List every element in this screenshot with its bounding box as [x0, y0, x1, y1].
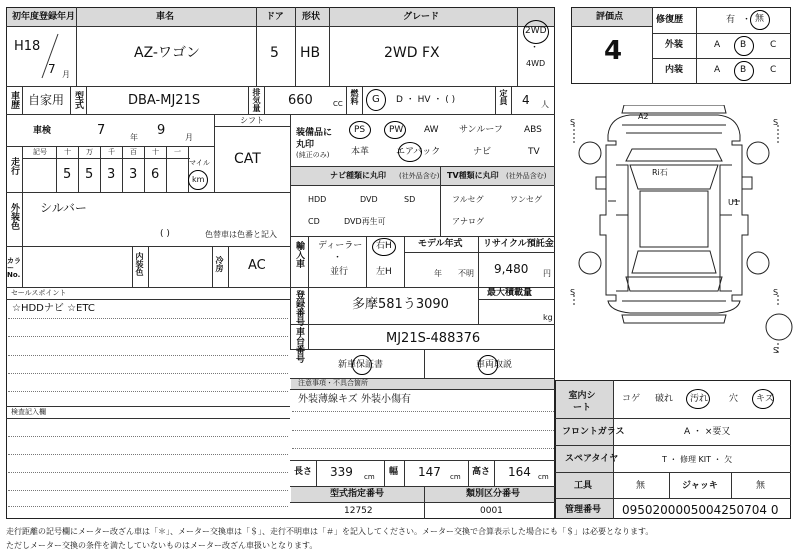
mileage-digit-0: 5 [63, 167, 72, 182]
equipment-item-0: PS [354, 125, 366, 135]
tools-value: 無 [636, 481, 646, 491]
pw-circle [384, 121, 406, 139]
tv-item-0: フルセグ [452, 195, 484, 204]
mgmt-label: 管理番号 [565, 505, 602, 515]
width-unit: cm [450, 473, 461, 481]
shape-label: 形状 [302, 12, 321, 22]
color-paren: ( ) [160, 229, 170, 239]
tools-label: 工具 [574, 481, 593, 491]
model-label: 型式 [73, 91, 83, 109]
interior-grade-0: A [714, 65, 721, 75]
navi-item-1: DVD [360, 195, 378, 204]
mileage-label: 走行 [9, 157, 19, 175]
navi-sub: (社外品含む) [399, 172, 440, 180]
import-dealer: ディーラー [318, 241, 363, 251]
exterior-grade-0: A [714, 40, 721, 50]
import-parallel: 並行 [330, 267, 349, 277]
sales-label: セールスポイント [11, 289, 67, 297]
recycle-value: 9,480 [494, 262, 529, 276]
new-warranty-circle [352, 355, 372, 375]
sheet-option-3: 穴 [729, 394, 739, 404]
sheet-option-0: コゲ [622, 394, 641, 404]
length-value: 339 [330, 465, 353, 479]
mileage-digit-4: 6 [151, 167, 160, 182]
type-number-value: 12752 [344, 506, 373, 516]
chassis-value: MJ21S-488376 [386, 331, 481, 346]
exterior-grade-1: B [740, 40, 747, 50]
interior-label: 内装 [665, 65, 684, 75]
equipment-item2-2: ナビ [473, 147, 492, 157]
mgmt-value: 0950200005004250704 0 [622, 503, 779, 517]
diagram-left-top: S [570, 118, 576, 127]
width-value: 147 [418, 465, 441, 479]
repair-dot: ・ [742, 15, 752, 25]
windshield-value: A ・ ×要又 [684, 427, 731, 437]
footer-line1: 走行距離の記号欄にメーター改ざん車は「＊」、メーター交換車は「＄」、走行不明車は「＃」を記入してください。メーター交換で合算表示した場合にも「＄」は必要となります。 [6, 527, 654, 536]
equipment-item2-0: 本革 [351, 147, 370, 157]
scratch-circle [752, 389, 774, 409]
mileage-digit-label-4: 十 [152, 148, 159, 156]
inspection-year: 7 [97, 123, 106, 138]
navi-item-0: HDD [308, 195, 327, 204]
new-warranty: 新車保証書 [338, 360, 384, 370]
length-unit: cm [364, 473, 375, 481]
mileage-digit-label-3: 百 [130, 148, 137, 156]
tv-item-1: ワンセグ [510, 195, 542, 204]
dirt-circle [686, 389, 710, 409]
first-reg-label: 初年度登録年月 [12, 12, 76, 22]
mileage-symbol-label: 記号 [33, 148, 47, 156]
mileage-digit-3: 3 [129, 167, 138, 182]
navi-label: ナビ種類に丸印 [330, 171, 386, 180]
width-label: 幅 [389, 467, 399, 477]
tv-label: TV種類に丸印 [447, 171, 499, 180]
equipment-item2-1: エアバック [396, 147, 441, 157]
color-no-label: カラーNo. [7, 257, 21, 279]
equipment-item-3: サンルーフ [459, 125, 503, 135]
diagram-right-top: S [773, 118, 779, 127]
sheet-option-2: 汚れ [690, 394, 709, 404]
spare-value: T ・ 修理 KIT ・ 欠 [662, 455, 733, 464]
color-change-note: 色替車は色番と記入 [205, 230, 277, 239]
rating-label: 評価点 [596, 12, 624, 22]
shape-value: HB [300, 45, 321, 61]
diagram-left-mid: S [570, 288, 576, 297]
shift-value: CAT [234, 151, 261, 167]
notes-label: 注意事項・不具合箇所 [298, 379, 368, 387]
door-label: ドア [266, 12, 284, 22]
grade-label: グレード [403, 12, 440, 22]
km-unit: km [192, 175, 205, 184]
equipment-item-2: AW [424, 125, 439, 135]
drive-dot: ・ [530, 43, 540, 53]
max-load-label: 最大積載量 [487, 288, 533, 298]
ps-circle [349, 121, 371, 139]
first-reg-month-unit: 月 [62, 70, 70, 79]
displacement-label: 排気量 [252, 88, 261, 112]
tv-item2-0: アナログ [452, 217, 484, 226]
drive-4wd: 4WD [526, 59, 546, 68]
exterior-label: 外装 [665, 40, 684, 50]
model-year-unit: 年 [434, 269, 442, 278]
import-left: 左H [376, 267, 392, 277]
shift-label: シフト [240, 116, 264, 125]
inspection-month-unit: 月 [185, 133, 193, 142]
fuel-label: 燃料 [350, 89, 359, 105]
height-value: 164 [508, 465, 531, 479]
diagram-roof: Ri石 [652, 168, 668, 177]
equipment-item-1: PW [389, 125, 404, 135]
mileage-digit-label-1: 万 [86, 148, 93, 156]
windshield-label: フロントガラス [562, 427, 625, 437]
grade-value: 2WD FX [384, 45, 440, 61]
displacement-unit: CC [333, 100, 343, 108]
inspector-label: 検査記入欄 [11, 408, 46, 416]
rating-score: 4 [604, 36, 623, 66]
manual: 車両取説 [476, 360, 513, 370]
tv-sub: (社外品含む) [506, 172, 547, 180]
height-unit: cm [538, 473, 549, 481]
import-right: 右H [376, 241, 392, 251]
import-dot: ・ [333, 253, 343, 263]
jack-value: 無 [756, 481, 766, 491]
interior-grade-1: B [740, 65, 747, 75]
airbag-circle [398, 142, 422, 162]
diagram-u1: U1 [728, 198, 739, 207]
diagram-a2: A2 [638, 112, 649, 121]
equipment-item2-3: TV [528, 147, 540, 157]
recycle-label: リサイクル預託金 [483, 239, 554, 249]
diagram-right-mid: S [773, 288, 779, 297]
first-reg-month: 7 [48, 62, 56, 76]
repair-no: 無 [755, 14, 765, 24]
equipment-sub: (純正のみ) [296, 151, 330, 159]
ac-label: 冷房 [215, 256, 224, 272]
first-reg-year: H18 [14, 39, 41, 54]
capacity-value: 4 [522, 93, 530, 107]
import-label: 輸入車 [294, 241, 304, 268]
sales-value: ☆HDDナビ ☆ETC [12, 303, 95, 314]
color-value: シルバー [40, 201, 87, 215]
history-label: 車歴 [9, 91, 19, 109]
class-number-value: 0001 [480, 506, 503, 516]
exterior-grade-2: C [770, 40, 777, 50]
car-diagram [560, 105, 796, 383]
chassis-label: 車台番号 [294, 327, 304, 363]
mileage-digit-label-0: 十 [64, 148, 71, 156]
sheet-option-4: キズ [756, 394, 774, 404]
color-label: 外装色 [9, 203, 19, 230]
sheet-option-1: 破れ [655, 394, 674, 404]
model-year-label: モデル年式 [418, 239, 463, 249]
repair-yes: 有 [726, 15, 736, 25]
equipment-item-4: ABS [524, 125, 542, 135]
navi-item-2: SD [404, 195, 416, 204]
recycle-unit: 円 [543, 269, 551, 278]
fuel-options: D ・ HV ・ ( ) [396, 95, 456, 105]
diagram-right-bot: S [773, 346, 779, 355]
navi-item2-0: CD [308, 217, 320, 226]
spare-label: スペアタイヤ [565, 454, 619, 464]
interior-color-label: 内装色 [135, 252, 144, 276]
drive-2wd: 2WD [525, 26, 547, 36]
mileage-digit-label-5: 一 [174, 148, 181, 156]
inspection-label: 車検 [33, 126, 52, 136]
history-value: 自家用 [28, 93, 65, 107]
mile-label: マイル [189, 159, 210, 167]
inspection-year-unit: 年 [130, 133, 138, 142]
mileage-digit-2: 3 [107, 167, 116, 182]
capacity-label: 定員 [499, 89, 508, 105]
jack-label: ジャッキ [682, 481, 718, 491]
equipment-label: 装備品に丸印 [296, 128, 333, 150]
capacity-unit: 人 [541, 100, 549, 109]
registration-value: 多摩581う3090 [352, 297, 449, 312]
main-form [6, 7, 555, 519]
registration-label: 登録番号 [294, 290, 304, 326]
footer-line2: ただしメーター交換の条件を満たしていないものはメーター改ざん車扱いとなります。 [6, 541, 318, 550]
height-label: 高さ [472, 467, 491, 477]
model-year-unknown: 不明 [458, 269, 474, 278]
class-number-label: 類別区分番号 [466, 489, 521, 499]
interior-b-circle [734, 61, 754, 81]
door-count: 5 [270, 45, 279, 61]
mileage-digit-1: 5 [85, 167, 94, 182]
interior-grade-2: C [770, 65, 777, 75]
repair-label: 修復歴 [656, 15, 684, 25]
exterior-b-circle [734, 36, 754, 56]
interior-sheet-label: 室内シート [568, 391, 596, 413]
type-number-label: 型式指定番号 [330, 489, 385, 499]
car-name-label: 車名 [156, 12, 175, 22]
notes-value: 外装薄線キズ 外装小傷有 [298, 394, 411, 405]
fuel-g: G [372, 94, 380, 105]
displacement-value: 660 [288, 93, 313, 108]
length-label: 長さ [294, 467, 313, 477]
ac-value: AC [248, 258, 266, 273]
navi-item2-1: DVD再生可 [344, 217, 386, 226]
max-load-unit: kg [543, 313, 553, 322]
manual-circle [478, 355, 498, 375]
mileage-digit-label-2: 千 [108, 148, 115, 156]
model-value: DBA-MJ21S [128, 93, 201, 108]
car-name: AZ-ワゴン [134, 45, 200, 61]
inspection-month: 9 [157, 123, 166, 138]
